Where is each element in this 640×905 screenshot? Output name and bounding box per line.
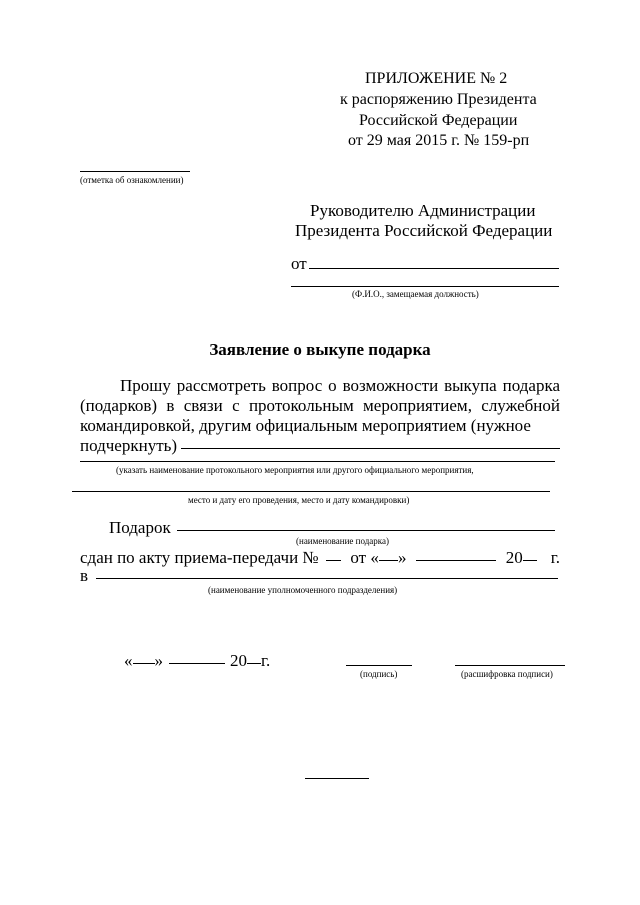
appendix-title: ПРИЛОЖЕНИЕ № 2 [365, 70, 508, 87]
date-year-field[interactable] [247, 662, 261, 664]
act-line [80, 548, 560, 568]
appendix-federation: Российской Федерации [359, 112, 518, 129]
act-from: от « [350, 548, 379, 567]
appendix-decree: к распоряжению Президента [340, 91, 537, 108]
from-name-line[interactable] [309, 268, 559, 269]
act-year: 20 [505, 548, 523, 567]
date-year: 20 [230, 651, 247, 670]
from-position-line[interactable] [291, 286, 559, 287]
signature-decode-caption: (расшифровка подписи) [461, 669, 553, 679]
date-quote-open: « [124, 651, 133, 670]
act-year-field[interactable] [523, 559, 537, 561]
event-caption1: (указать наименование протокольного мероприятия или другого официального мероприятия, [116, 465, 474, 475]
gift-name-field[interactable] [177, 529, 555, 531]
addressee-line2: Президента Российской Федерации [295, 221, 553, 240]
act-month-field[interactable] [416, 559, 496, 561]
date-month-field[interactable] [169, 662, 225, 664]
in-label: в [80, 566, 89, 585]
underline-instruction: подчеркнуть) [80, 436, 178, 455]
acknowledgement-line[interactable] [80, 171, 190, 172]
signature-field[interactable] [346, 665, 412, 666]
event-field-line3[interactable] [72, 491, 550, 492]
act-number-field[interactable] [326, 559, 342, 561]
act-day-field[interactable] [379, 559, 398, 561]
closing-rule [305, 778, 369, 779]
date-line [124, 651, 270, 671]
statement-last-line [80, 436, 560, 456]
act-g: г. [550, 548, 561, 567]
act-prefix: сдан по акту приема-передачи № [80, 548, 319, 567]
appendix-date: от 29 мая 2015 г. № 159-рп [348, 132, 530, 149]
addressee-line1: Руководителю Администрации [310, 201, 536, 220]
date-g: г. [261, 651, 271, 670]
department-line [80, 566, 558, 586]
event-field-line1[interactable] [181, 447, 560, 449]
date-day-field[interactable] [133, 662, 155, 664]
acknowledgement-caption: (отметка об ознакомлении) [80, 175, 184, 185]
act-quote-close: » [398, 548, 407, 567]
date-quote-close: » [154, 651, 163, 670]
from-caption: (Ф.И.О., замещаемая должность) [352, 289, 479, 299]
event-caption2: место и дату его проведения, место и дату командировки) [188, 495, 410, 505]
statement-title: Заявление о выкупе подарка [209, 340, 431, 359]
gift-line [109, 518, 555, 538]
signature-caption: (подпись) [360, 669, 398, 679]
event-field-line2[interactable] [80, 461, 555, 462]
from-label: от [291, 254, 307, 273]
department-field[interactable] [96, 577, 558, 579]
statement-paragraph: Прошу рассмотреть вопрос о возможности выкупа подарка (подарков) в связи с протокольным мероприятием, служебной командировкой, другим официальным мероприятием (нужное [80, 376, 560, 435]
department-caption: (наименование уполномоченного подразделения) [208, 585, 398, 595]
signature-decode-field[interactable] [455, 665, 565, 666]
gift-caption: (наименование подарка) [296, 536, 389, 546]
gift-label: Подарок [109, 518, 171, 537]
